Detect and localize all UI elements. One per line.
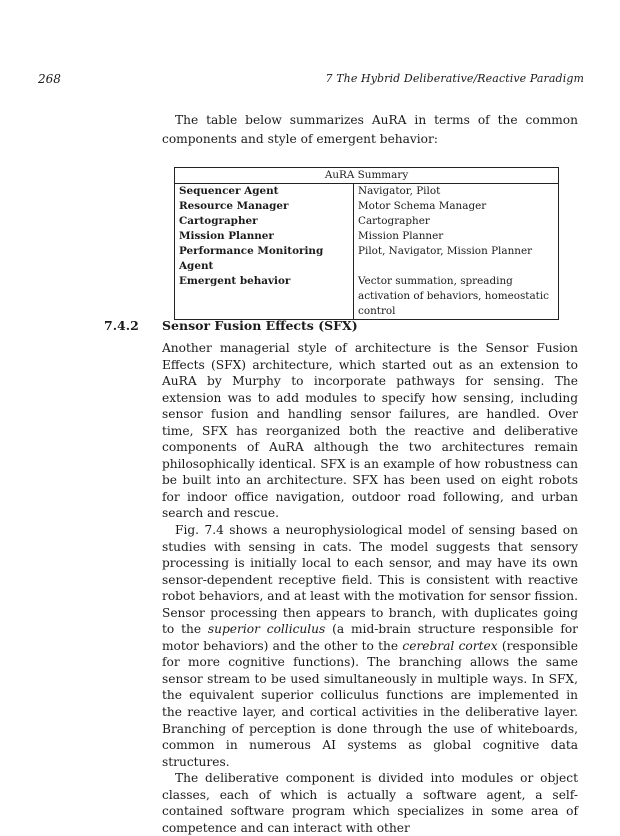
emphasis-term: cerebral cortex	[402, 638, 498, 653]
page-number: 268	[38, 72, 61, 86]
table-row	[175, 244, 559, 274]
table-row	[175, 274, 559, 320]
table-row	[175, 199, 559, 214]
body-paragraph	[162, 522, 578, 770]
table-key: Emergent behavior	[175, 274, 354, 320]
table-key: Resource Manager	[175, 199, 354, 214]
table-caption: AuRA Summary	[175, 168, 559, 184]
section-number: 7.4.2	[104, 318, 139, 333]
table-value: Navigator, Pilot	[354, 184, 559, 200]
table-key: Sequencer Agent	[175, 184, 354, 200]
table-key: Mission Planner	[175, 229, 354, 244]
table-value: Pilot, Navigator, Mission Planner	[354, 244, 559, 274]
emphasis-term: superior colliculus	[207, 622, 326, 637]
table-row	[175, 184, 559, 200]
paragraph-text: (responsible for more cognitive functions). The branching allows the same sensor stream to be used simultaneously in multiple ways. In SFX, the equivalent superior colliculus functions are implemented in the reactive layer, and cortical activities in the deliberative layer. Branching of perception is done through the use of whiteboards, common in numerous AI systems as global cognitive data structures.	[162, 638, 578, 769]
paragraph-text: Fig. 7.4 shows a neurophysiological model of sensing based on studies with sensing in cats. The model suggests that sensory processing is initially local to each sensor, and may have its own sensor-dependent receptive field. This is consistent with reactive robot behaviors, and at least with the motivation for sensor fission. Sensor processing then appears to branch, with duplicates going to the	[162, 523, 578, 637]
page-header	[0, 72, 620, 88]
table-value: Mission Planner	[354, 229, 559, 244]
table-row	[175, 214, 559, 229]
table-key: Performance Monitoring Agent	[175, 244, 354, 274]
paragraph-text: (a mid-brain structure responsible for motor behaviors) and the other to the	[162, 622, 578, 653]
table-value: Vector summation, spreading activation of behaviors, homeostatic control	[354, 274, 559, 320]
table-value: Cartographer	[354, 214, 559, 229]
table-value: Motor Schema Manager	[354, 199, 559, 214]
body-paragraph: Another managerial style of architecture is the Sensor Fusion Effects (SFX) architecture, which started out as an extension to AuRA by Murphy to incorporate pathways for sensing. The extension was to add modules to specify how sensing, including sensor fusion and handling sensor failures, are handled. Over time, SFX has reorganized both the reactive and deliberative components of AuRA although the two architectures remain philosophically identical. SFX is an example of how robustness can be built into an architecture. SFX has been used on eight robots for indoor office navigation, outdoor road following, and urban search and rescue.	[162, 341, 578, 521]
aura-summary-table	[174, 167, 559, 320]
table-row	[175, 229, 559, 244]
running-head: 7 The Hybrid Deliberative/Reactive Paradigm	[325, 72, 584, 85]
section-title: Sensor Fusion Effects (SFX)	[162, 318, 358, 333]
intro-paragraph: The table below summarizes AuRA in terms of the common components and style of emergent behavior:	[162, 113, 578, 146]
section-body	[162, 340, 578, 836]
table-key: Cartographer	[175, 214, 354, 229]
body-paragraph: The deliberative component is divided into modules or object classes, each of which is actually a software agent, a self-contained software program which specializes in some area of competence and can interact with other	[162, 771, 578, 835]
